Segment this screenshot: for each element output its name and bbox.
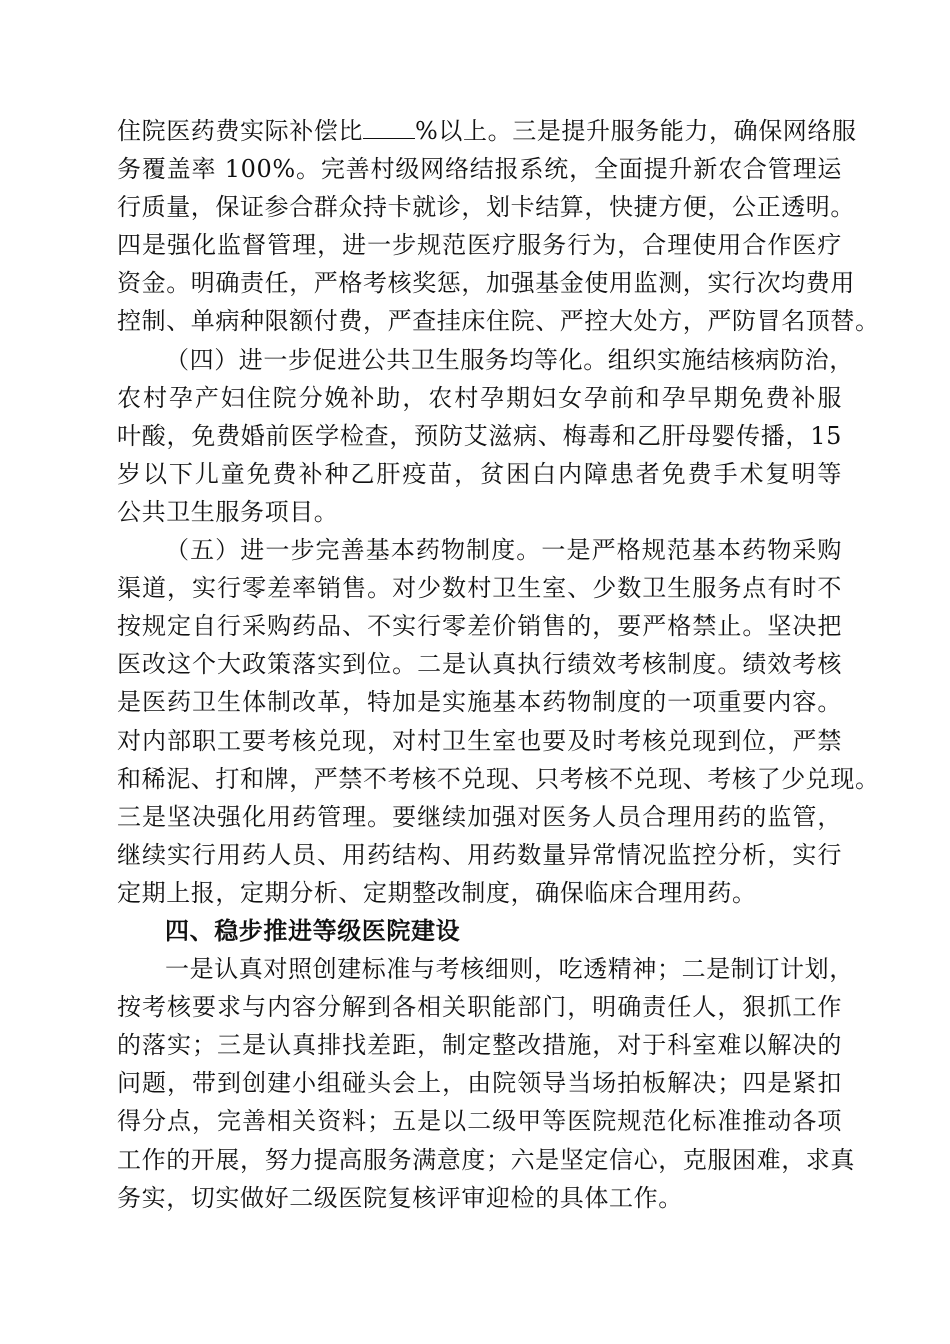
- text-line-25: 的落实；三是认真排找差距，制定整改措施，对于科室难以解决的: [117, 1031, 842, 1060]
- text-line-17: 对内部职工要考核兑现，对村卫生室也要及时考核兑现到位，严禁: [117, 726, 842, 755]
- text-line-18: 和稀泥、打和牌，严禁不考核不兑现、只考核不兑现、考核了少兑现。: [117, 764, 880, 793]
- document-page: [117, 112, 880, 1217]
- text-line-1-pre: 住院医药费实际补偿比: [117, 117, 363, 145]
- text-line-9: 叶酸，免费婚前医学检查，预防艾滋病、梅毒和乙肝母婴传播，15: [117, 421, 842, 450]
- text-line-19: 三是坚决强化用药管理。要继续加强对医务人员合理用药的监管，: [117, 802, 842, 831]
- text-line-10: 岁以下儿童免费补种乙肝疫苗，贫困白内障患者免费手术复明等: [117, 459, 842, 488]
- text-line-11: 公共卫生服务项目。: [117, 497, 339, 526]
- text-line-20: 继续实行用药人员、用药结构、用药数量异常情况监控分析，实行: [117, 840, 842, 869]
- text-line-1: [117, 112, 857, 150]
- blank-fill-underline: [363, 116, 415, 139]
- text-line-15: 医改这个大政策落实到位。二是认真执行绩效考核制度。绩效考核: [117, 650, 842, 679]
- text-line-16: 是医药卫生体制改革，特加是实施基本药物制度的一项重要内容。: [117, 688, 842, 717]
- section-heading: 四、稳步推进等级医院建设: [165, 915, 461, 945]
- text-line-5: 资金。明确责任，严格考核奖惩，加强基金使用监测，实行次均费用: [117, 269, 855, 298]
- text-line-26: 问题，带到创建小组碰头会上，由院领导当场拍板解决；四是紧扣: [117, 1069, 842, 1098]
- text-line-28: 工作的开展，努力提高服务满意度；六是坚定信心，克服困难，求真: [117, 1145, 855, 1174]
- text-line-4: 四是强化监督管理，进一步规范医疗服务行为，合理使用合作医疗: [117, 231, 842, 260]
- text-line-3: 行质量，保证参合群众持卡就诊，划卡结算，快捷方便，公正透明。: [117, 193, 855, 222]
- text-line-1-post: %以上。三是提升服务能力，确保网络服: [415, 117, 857, 145]
- text-line-8: 农村孕产妇住院分娩补助，农村孕期妇女孕前和孕早期免费补服: [117, 383, 842, 412]
- text-line-23: 一是认真对照创建标准与考核细则，吃透精神；二是制订计划，: [165, 955, 854, 984]
- section-4-heading-line: （四）进一步促进公共卫生服务均等化。组织实施结核病防治，: [165, 345, 854, 374]
- text-line-14: 按规定自行采购药品、不实行零差价销售的，要严格禁止。坚决把: [117, 612, 842, 641]
- section-5-heading-line: （五）进一步完善基本药物制度。一是严格规范基本药物采购: [165, 536, 842, 565]
- text-line-21: 定期上报，定期分析、定期整改制度，确保临床合理用药。: [117, 878, 757, 907]
- text-line-24: 按考核要求与内容分解到各相关职能部门，明确责任人，狠抓工作: [117, 993, 842, 1022]
- text-line-2: 务覆盖率 100%。完善村级网络结报系统，全面提升新农合管理运: [117, 155, 842, 184]
- text-line-13: 渠道，实行零差率销售。对少数村卫生室、少数卫生服务点有时不: [117, 574, 842, 603]
- text-line-29: 务实，切实做好二级医院复核评审迎检的具体工作。: [117, 1183, 683, 1212]
- text-line-27: 得分点，完善相关资料；五是以二级甲等医院规范化标准推动各项: [117, 1107, 842, 1136]
- text-line-6: 控制、单病种限额付费，严查挂床住院、严控大处方，严防冒名顶替。: [117, 307, 880, 336]
